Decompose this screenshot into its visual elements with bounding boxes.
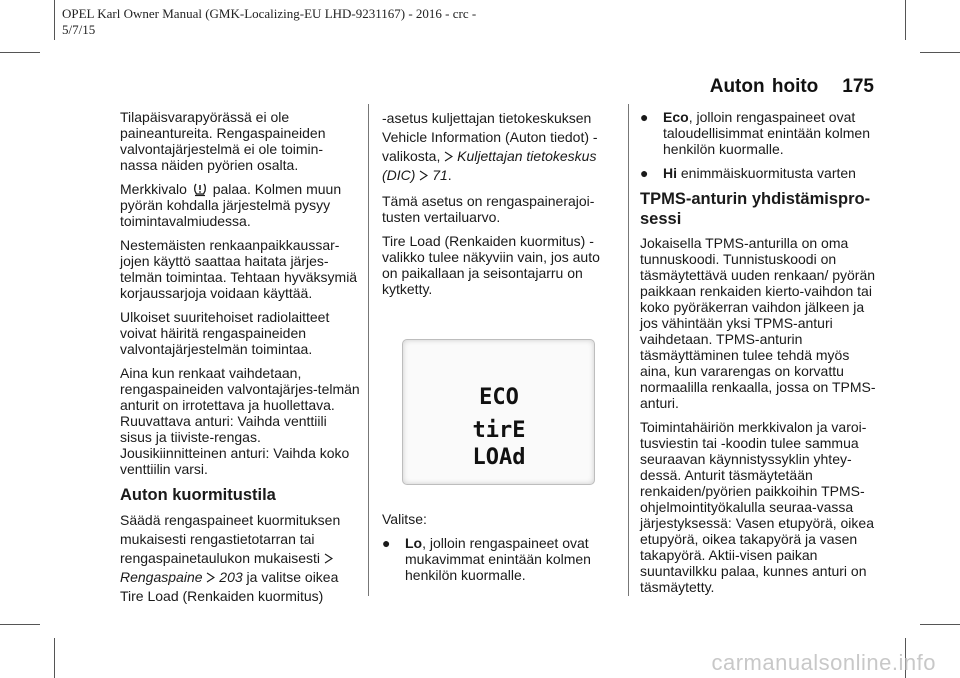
crop-mark	[54, 638, 55, 678]
crop-mark	[920, 52, 960, 53]
meta-line-1: OPEL Karl Owner Manual (GMK-Localizing-EU LHD-9231167) - 2016 - crc -	[62, 6, 477, 21]
crop-mark	[54, 0, 55, 40]
section-heading: Auton kuormitustila	[120, 486, 276, 504]
tire-load-display-illustration	[402, 339, 595, 485]
cross-reference-link[interactable]: Kuljettajan tietokeskus (DIC)	[382, 148, 597, 183]
paragraph: Valitse:	[382, 511, 427, 527]
reference-arrow-icon	[419, 170, 428, 181]
text-run: Merkkivalo	[120, 181, 187, 197]
column-divider	[628, 104, 629, 596]
paragraph	[120, 181, 360, 229]
paragraph: -asetus kuljettajan tietokeskuksen Vehicle Information (Auton tiedot) -valikosta, Kuljettajan tietokeskus (DIC) 71.	[382, 110, 598, 183]
list-item	[382, 535, 618, 583]
reference-arrow-icon	[444, 151, 453, 162]
page-reference[interactable]: 203	[219, 569, 243, 585]
paragraph: Ulkoiset suuritehoiset radiolaitteet voivat häiritä rengaspaineiden valvontajärjestelmän toimintaa.	[120, 309, 330, 357]
list-item	[640, 165, 876, 181]
display-line-tire: tirE	[472, 418, 526, 443]
bullet-icon: ●	[382, 535, 391, 551]
bullet-icon: ●	[640, 109, 649, 125]
column-1	[120, 109, 360, 614]
text-run: -asetus kuljettajan tietokeskuksen Vehicle Information (Auton tiedot) -valikosta,	[382, 110, 598, 164]
paragraph: Aina kun renkaat vaihdetaan, rengaspaineiden valvontajärjes-telmän anturit on irrotettava ja huollettava. Ruuvattava anturi: Vaihda venttiili sisus ja tiiviste-rengas. Jousikiinnitteinen anturi: Vaihda koko venttiilin varsi.	[120, 365, 360, 477]
option-key: Eco	[663, 109, 689, 125]
paragraph: Toimintahäiriön merkkivalon ja varoi-tusviestin tai -koodin tulee sammua seuraavan käynnistyssyklin yhtey-dessä. Anturit täsmäytetään renkaiden/pyörien paikkoihin TPMS-ohjelmointityökalulla seuraa-vassa järjestyksessä: Vasen etupyörä, oikea etupyörä, oikea takapyörä ja vasen takapyörä. Aktii-visen paikan suuntavilkku palaa, kunnes anturi on täsmäytetty.	[640, 419, 874, 595]
list-item	[640, 109, 876, 157]
document-meta	[62, 6, 476, 38]
crop-mark	[920, 624, 960, 625]
reference-arrow-icon	[324, 553, 333, 564]
section-heading: TPMS-anturin yhdistämispro-sessi	[640, 190, 871, 228]
bullet-icon: ●	[640, 165, 649, 181]
option-key: Lo	[405, 535, 423, 551]
section-title: Auton hoito	[709, 76, 819, 97]
paragraph: Jokaisella TPMS-anturilla on oma tunnuskoodi. Tunnistuskoodi on täsmäytettävä uuden renkaan/ pyörän paikkaan renkaiden kierto-vaihdon tai koko pyöräkerran vaihdon jälkeen ja jos vähintään yksi TPMS-anturi vaihdetaan. TPMS-anturin täsmäyttäminen tulee tehdä myös aina, kun vararengas on korvattu normaalilla renkaalla, jossa on TPMS-anturi.	[640, 235, 876, 411]
column-2	[382, 109, 618, 591]
text-run: palaa. Kolmen muun pyörän kohdalla järjestelmä pysyy toimintavalmiudessa.	[120, 181, 342, 229]
paragraph: Tire Load (Renkaiden kuormitus) -valikko tulee näkyviin vain, jos auto on paikallaan ja seisontajarru on kytketty.	[382, 233, 600, 297]
page-number: 175	[842, 76, 874, 97]
watermark: carmanualsonline.info	[711, 650, 936, 675]
text-run: Säädä rengaspaineet kuormituksen mukaisesti rengastietotarran tai rengaspainetaulukon mukaisesti	[120, 512, 341, 566]
display-line-eco: ECO	[479, 385, 519, 410]
option-text: , jolloin rengaspaineet ovat mukavimmat enintään kolmen henkilön kuormalle.	[405, 535, 591, 583]
reference-arrow-icon	[206, 572, 215, 583]
crop-mark	[905, 0, 906, 40]
column-divider	[368, 104, 369, 596]
crop-mark	[0, 624, 40, 625]
crop-mark	[0, 52, 40, 53]
option-text: enimmäiskuormitusta varten	[680, 165, 856, 181]
text-run: ja valitse oikea Tire Load (Renkaiden kuormitus)	[120, 569, 339, 604]
meta-line-2: 5/7/15	[62, 22, 96, 37]
option-text: , jolloin rengaspaineet ovat taloudellisimmat enintään kolmen henkilön kuormalle.	[663, 109, 870, 157]
paragraph	[120, 511, 360, 606]
paragraph: Tilapäisvarapyörässä ei ole paineantureita. Rengaspaineiden valvontajärjestelmä ei ole toimin-nassa näiden pyörien osalta.	[120, 109, 326, 173]
page-reference[interactable]: 71	[432, 167, 448, 183]
paragraph: Nestemäisten renkaanpaikkaussar-jojen käyttö saattaa haitata järjes-telmän toimintaa. Tehtaan hyväksymiä korjaussarjoja voidaan käyttää.	[120, 237, 358, 301]
column-3	[640, 109, 876, 603]
paragraph: Tämä asetus on rengaspainerajoi-tusten vertailuarvo.	[382, 193, 595, 225]
display-line-load: LOAd	[472, 445, 526, 470]
page-header	[710, 76, 874, 98]
cross-reference-link[interactable]: Rengaspaine	[120, 569, 203, 585]
option-key: Hi	[663, 165, 677, 181]
tpms-warning-icon	[193, 181, 207, 197]
